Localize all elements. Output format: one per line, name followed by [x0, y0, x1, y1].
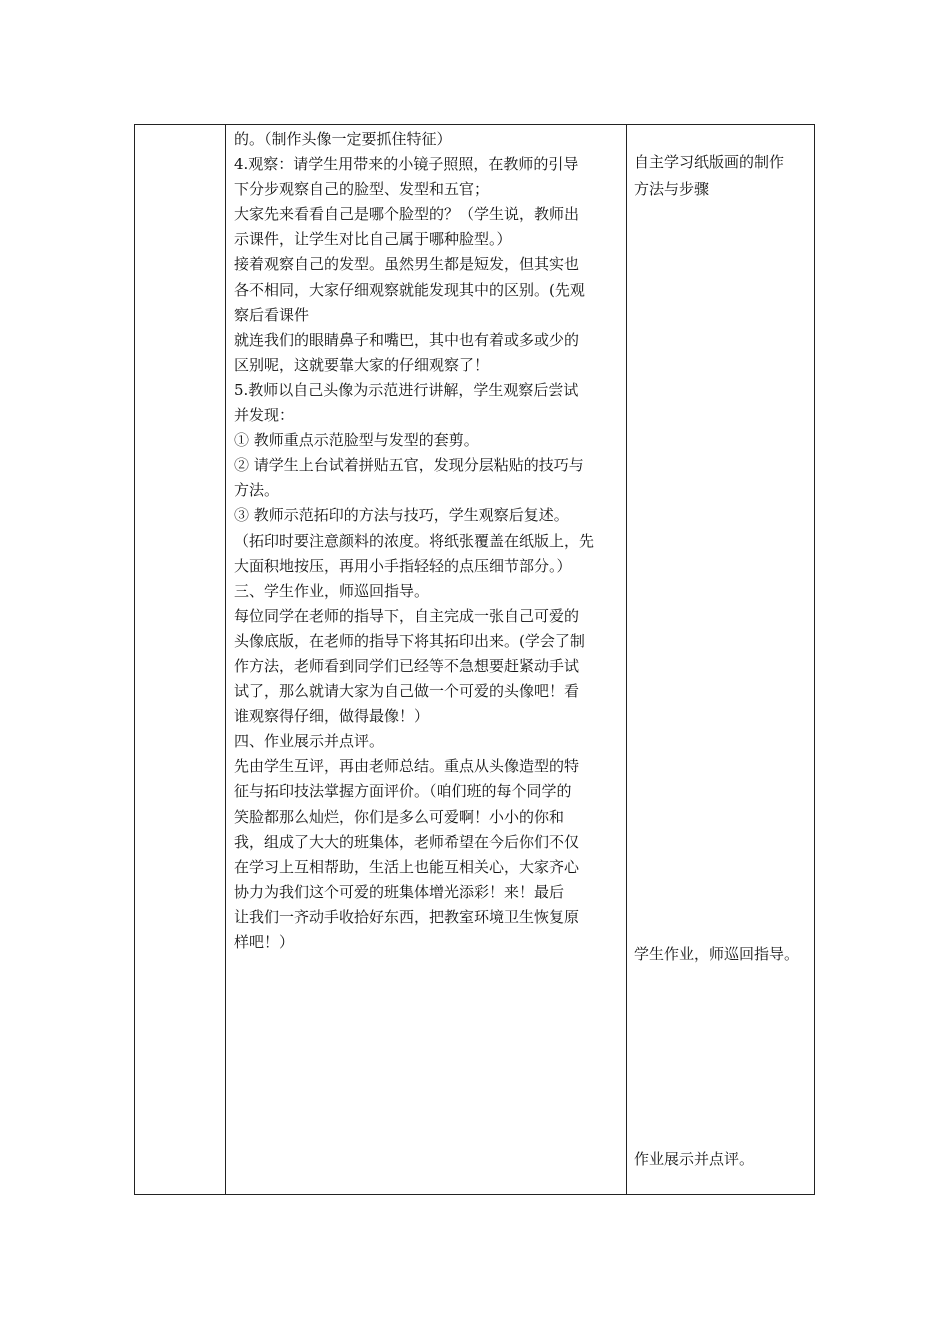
- note-line: 学生作业，师巡回指导。: [634, 945, 800, 963]
- process-line: 在学习上互相帮助，生活上也能互相关心，大家齐心: [234, 857, 580, 876]
- process-line: 让我们一齐动手收拾好东西，把教室环境卫生恢复原: [234, 907, 580, 926]
- process-line: ③ 教师示范拓印的方法与技巧，学生观察后复述。: [234, 506, 569, 525]
- process-line: 我，组成了大大的班集体，老师希望在今后你们不仅: [234, 832, 580, 851]
- note-showcase: [634, 1146, 812, 1173]
- process-line: 区别呢，这就要靠大家的仔细观察了！: [234, 355, 490, 374]
- process-line: 先由学生互评，再由老师总结。重点从头像造型的特: [234, 757, 580, 776]
- column-divider-2: [626, 125, 627, 1194]
- process-line: 谁观察得仔细，做得最像！）: [234, 707, 430, 726]
- process-line: 笑脸都那么灿烂，你们是多么可爱啊！小小的你和: [234, 807, 565, 826]
- process-line: 征与拓印技法掌握方面评价。（咱们班的每个同学的: [234, 782, 572, 801]
- process-line: 就连我们的眼睛鼻子和嘴巴，其中也有着或多或少的: [234, 330, 580, 349]
- process-line: 察后看课件: [234, 305, 310, 324]
- process-line: 5.教师以自己头像为示范进行讲解，学生观察后尝试: [234, 380, 579, 399]
- process-line: 协力为我们这个可爱的班集体增光添彩！来！最后: [234, 882, 565, 901]
- process-line: 下分步观察自己的脸型、发型和五官；: [234, 180, 490, 199]
- teaching-process-column: [234, 127, 618, 955]
- process-line: 大面积地按压，再用小手指轻轻的点压细节部分。）: [234, 556, 572, 575]
- process-line: 每位同学在老师的指导下，自主完成一张自己可爱的: [234, 606, 580, 625]
- process-line: 作方法，老师看到同学们已经等不急想要赶紧动手试: [234, 656, 580, 675]
- process-line: 四、作业展示并点评。: [234, 732, 385, 751]
- process-line: 各不相同，大家仔细观察就能发现其中的区别。(先观: [234, 280, 585, 299]
- process-line: 示课件，让学生对比自己属于哪种脸型。）: [234, 230, 512, 249]
- process-line: 试了，那么就请大家为自己做一个可爱的头像吧！看: [234, 682, 580, 701]
- process-line: 头像底版，在老师的指导下将其拓印出来。(学会了制: [234, 631, 585, 650]
- process-line: 大家先来看看自己是哪个脸型的？（学生说，教师出: [234, 205, 580, 224]
- process-line: 三、学生作业，师巡回指导。: [234, 581, 430, 600]
- process-line: 并发现：: [234, 406, 295, 425]
- note-line: 自主学习纸版画的制作: [634, 153, 785, 171]
- note-self-study: [634, 149, 812, 203]
- process-line: 接着观察自己的发型。虽然男生都是短发，但其实也: [234, 255, 580, 274]
- process-line: ① 教师重点示范脸型与发型的套剪。: [234, 431, 479, 450]
- lesson-plan-table: [134, 124, 815, 1195]
- column-divider-1: [225, 125, 226, 1194]
- process-line: 的。（制作头像一定要抓住特征）: [234, 130, 452, 148]
- process-line: （拓印时要注意颜料的浓度。将纸张覆盖在纸版上，先: [234, 531, 595, 550]
- process-line: ② 请学生上台试着拼贴五官，发现分层粘贴的技巧与: [234, 456, 584, 475]
- process-line: 4.观察：请学生用带来的小镜子照照，在教师的引导: [234, 155, 579, 174]
- note-line: 作业展示并点评。: [634, 1150, 755, 1168]
- note-homework: [634, 941, 812, 968]
- process-line: 样吧！）: [234, 933, 295, 951]
- note-line: 方法与步骤: [634, 180, 710, 198]
- process-line: 方法。: [234, 481, 280, 500]
